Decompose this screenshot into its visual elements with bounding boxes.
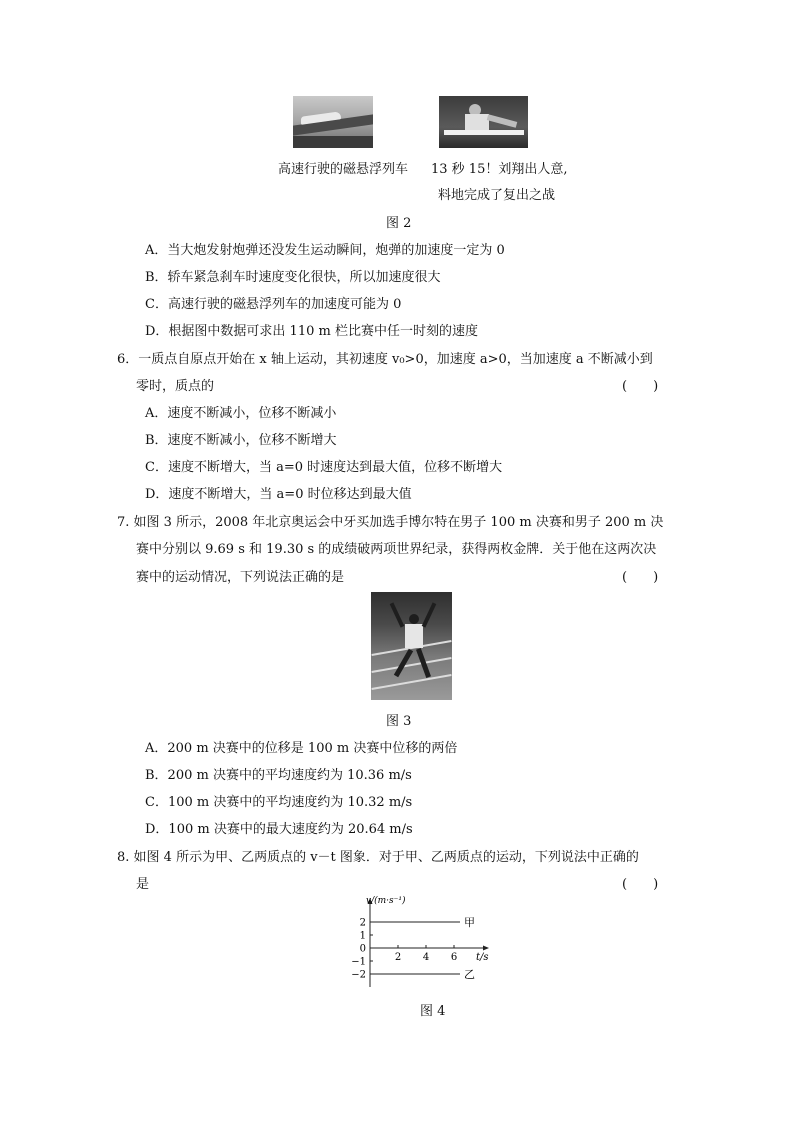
series-label-jia: 甲 (464, 916, 475, 929)
maglev-train-photo (293, 96, 373, 148)
series-label-yi: 乙 (464, 968, 475, 981)
q5-option-a: A．当大炮发射炮弹还没发生运动瞬间，炮弹的加速度一定为 0 (145, 243, 505, 258)
q6-option-b: B．速度不断减小，位移不断增大 (145, 433, 337, 448)
q7-option-c: C．100 m 决赛中的平均速度约为 10.32 m/s (145, 795, 413, 810)
q6-answer-paren: ( ) (622, 379, 659, 394)
q7-option-b: B．200 m 决赛中的平均速度约为 10.36 m/s (145, 768, 412, 783)
y-tick-label: 1 (359, 930, 366, 942)
q5-option-c: C．高速行驶的磁悬浮列车的加速度可能为 0 (145, 297, 402, 312)
y-axis-label: v/(m·s⁻¹) (366, 896, 406, 906)
sprinter-photo (371, 592, 452, 700)
figure2-caption-right-line1: 13 秒 15！刘翔出人意, (431, 162, 568, 177)
q7-option-d: D．100 m 决赛中的最大速度约为 20.64 m/s (145, 822, 413, 837)
q8-stem-line2: 是 (136, 877, 150, 892)
y-tick-label: −2 (351, 969, 366, 981)
q8-answer-paren: ( ) (622, 877, 659, 892)
figure2-caption-left: 高速行驶的磁悬浮列车 (278, 162, 409, 177)
hurdler-photo (439, 96, 528, 148)
q6-option-c: C．速度不断增大，当 a=0 时速度达到最大值，位移不断增大 (145, 460, 503, 475)
q6-option-d: D．速度不断增大，当 a=0 时位移达到最大值 (145, 487, 412, 502)
y-tick-label: 0 (359, 943, 366, 955)
x-tick-label: 2 (394, 952, 402, 963)
figure3-label: 图 3 (386, 714, 412, 729)
figure4-label: 图 4 (420, 1004, 446, 1019)
y-tick-label: 2 (359, 917, 366, 929)
x-axis-label: t/s (476, 952, 489, 963)
figure2-caption-right-line2: 料地完成了复出之战 (438, 188, 556, 203)
y-tick-label: −1 (351, 956, 366, 968)
figure2-label: 图 2 (386, 216, 412, 231)
q7-stem-line1: 7. 如图 3 所示，2008 年北京奥运会中牙买加选手博尔特在男子 100 m 决赛和男子 200 m 决 (117, 515, 664, 530)
q7-option-a: A．200 m 决赛中的位移是 100 m 决赛中位移的两倍 (145, 741, 458, 756)
q6-option-a: A．速度不断减小，位移不断减小 (145, 406, 337, 421)
q6-stem-line2: 零时，质点的 (136, 379, 215, 394)
q7-stem-line3: 赛中的运动情况，下列说法正确的是 (136, 570, 345, 585)
q7-stem-line2: 赛中分别以 9.69 s 和 19.30 s 的成绩破两项世界纪录，获得两枚金牌．关于他在这两次决 (136, 542, 657, 557)
x-tick-label: 6 (450, 952, 458, 963)
q5-option-d: D．根据图中数据可求出 110 m 栏比赛中任一时刻的速度 (145, 324, 478, 339)
q7-answer-paren: ( ) (622, 570, 659, 585)
x-tick-label: 4 (422, 952, 430, 963)
q8-stem-line1: 8. 如图 4 所示为甲、乙两质点的 v－t 图象．对于甲、乙两质点的运动，下列说法中正确的 (117, 850, 639, 865)
q6-stem-line1: 6．一质点自原点开始在 x 轴上运动，其初速度 v₀>0，加速度 a>0，当加速度 a 不断减小到 (117, 352, 653, 367)
x-axis-arrow (483, 946, 489, 951)
q5-option-b: B．轿车紧急刹车时速度变化很快，所以加速度很大 (145, 270, 441, 285)
vt-chart (340, 895, 489, 995)
